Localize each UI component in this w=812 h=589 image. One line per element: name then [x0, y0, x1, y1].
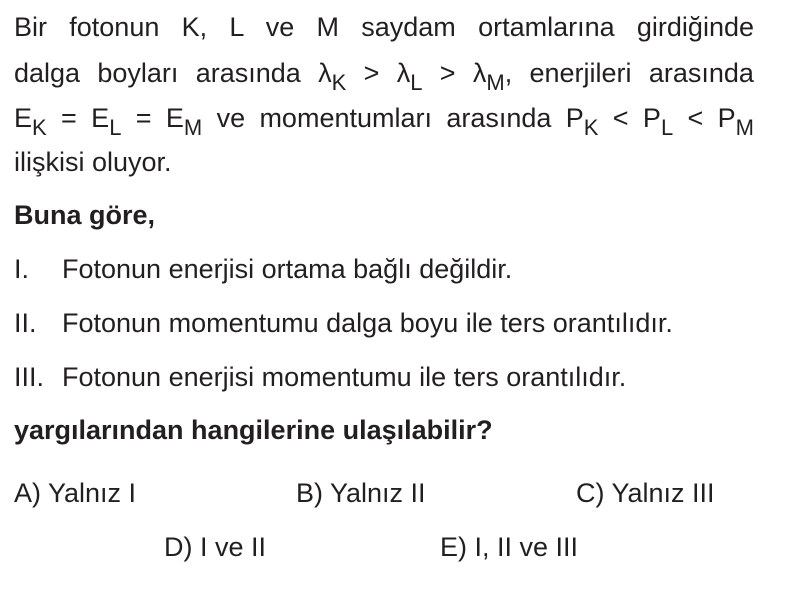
lambda-l: $\lambda_L$ — [396, 58, 423, 95]
lambda-k: $\lambda_K$ — [318, 58, 347, 95]
line2-lead: dalga boyları arasında — [14, 58, 301, 88]
momentum-k: $P_K$ — [565, 103, 599, 140]
statement-2-number: II. — [14, 308, 37, 338]
momentum-m: $P_M$ — [717, 103, 754, 140]
line3-mid: ve momentumları arasında — [216, 103, 552, 133]
energy-m: $E_M$ — [165, 103, 203, 140]
energy-l: $E_L$ — [91, 103, 122, 140]
statement-2 — [14, 306, 673, 340]
option-b[interactable]: B) Yalnız II — [296, 478, 426, 508]
question-line-2: dalga boyları arasında $\lambda_K > \lambda_L > \lambda_M$, enerjileri arasında — [14, 58, 754, 95]
statement-2-text: Fotonun momentumu dalga boyu ile ters orantılıdır. — [62, 308, 673, 338]
statement-3-number: III. — [14, 362, 45, 392]
energy-k: $E_K$ — [14, 103, 47, 140]
closing-question: yargılarından hangilerine ulaşılabilir? — [14, 415, 493, 445]
question-line-3: $E_K = E_L = E_M$ ve momentumları arasında $P_K < P_L < P_M$ — [14, 103, 754, 140]
lambda-m: $\lambda_M$, enerjileri arasında — [472, 58, 754, 95]
option-a[interactable]: A) Yalnız I — [14, 478, 137, 508]
option-e[interactable]: E) I, II ve III — [440, 532, 579, 562]
statement-1-number: I. — [14, 254, 30, 284]
question-line-1: Bir fotonun K, L ve M saydam ortamlarına girdiğinde — [14, 12, 754, 42]
statement-1 — [14, 252, 512, 286]
momentum-l: $P_L$ — [642, 103, 674, 140]
option-d[interactable]: D) I ve II — [164, 532, 267, 562]
statement-1-text: Fotonun enerjisi ortama bağlı değildir. — [62, 254, 513, 284]
prompt-heading: Buna göre, — [14, 200, 156, 230]
question-line-4: ilişkisi oluyor. — [14, 147, 172, 177]
statement-3 — [14, 360, 626, 394]
statement-3-text: Fotonun enerjisi momentumu ile ters orantılıdır. — [62, 362, 627, 392]
option-c[interactable]: C) Yalnız III — [576, 478, 715, 508]
